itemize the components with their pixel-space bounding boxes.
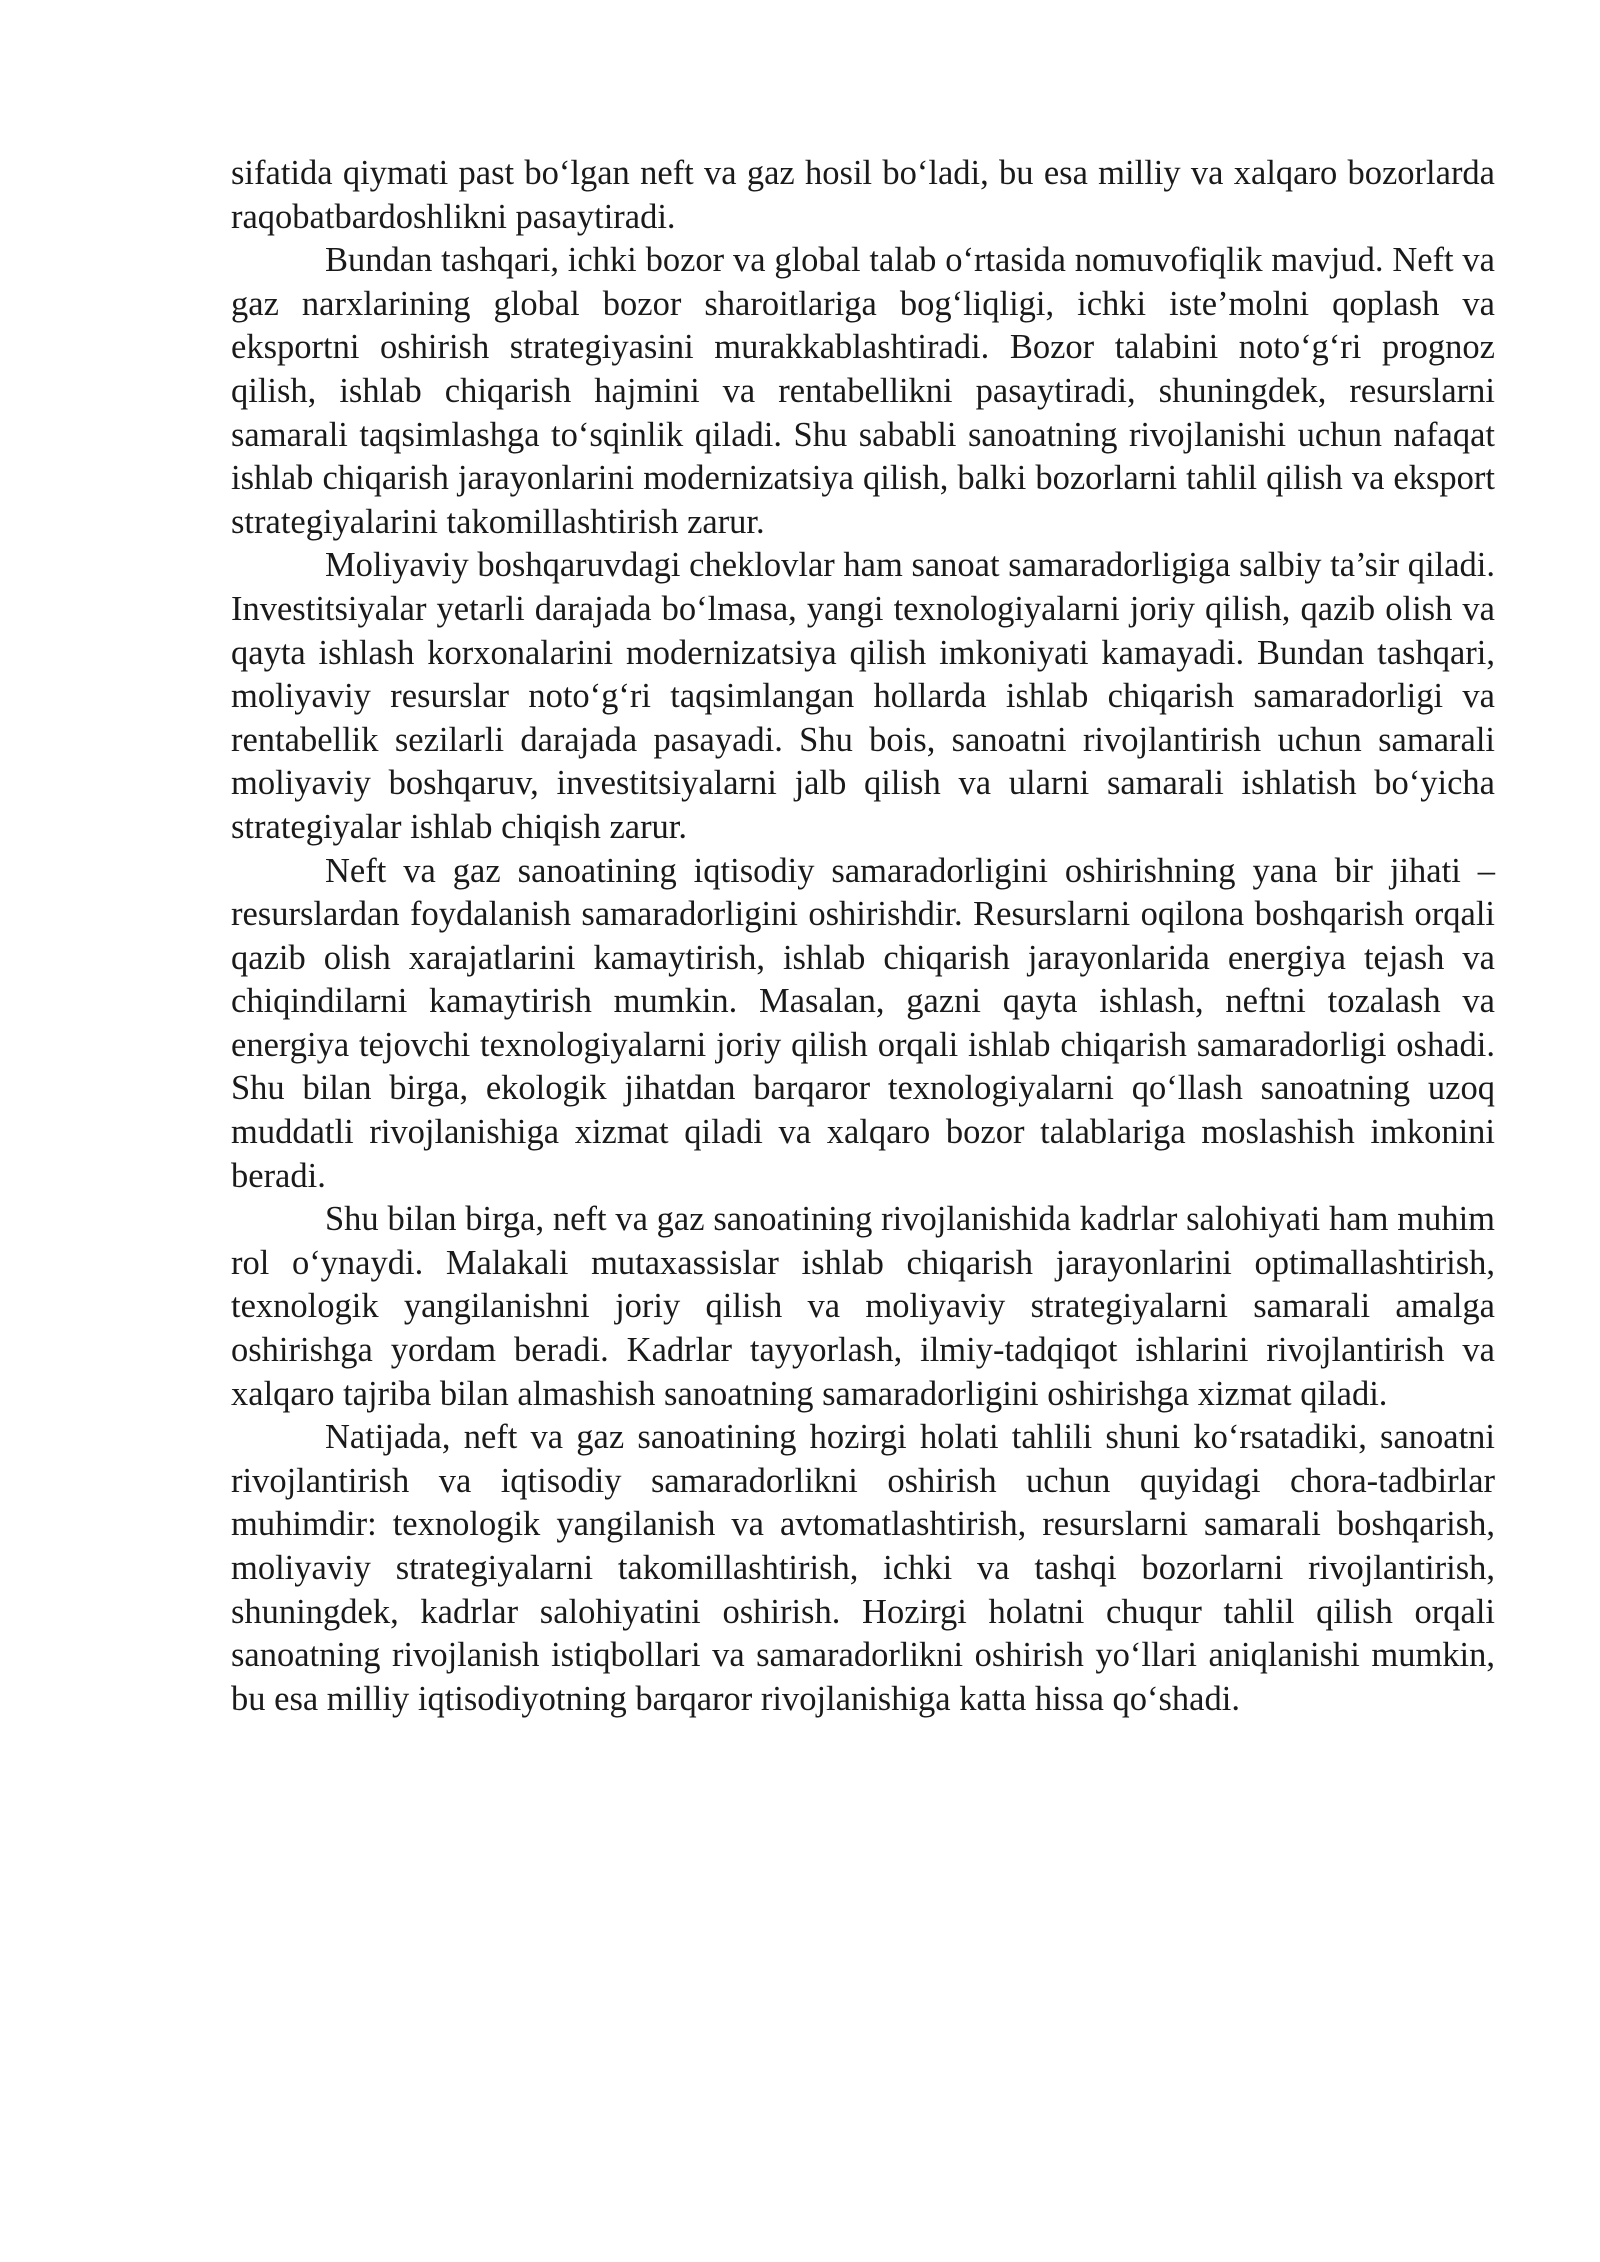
paragraph-market-mismatch: Bundan tashqari, ichki bozor va global talab o‘rtasida nomuvofiqlik mavjud. Neft va gaz narxlarining global bozor sharoitlariga bog‘liqligi, ichki iste’molni qoplash va eksportni oshirish strategiyasini murakkablashtiradi. Bozor talabini noto‘g‘ri prognoz qilish, ishlab chiqarish hajmini va rentabellikni pasaytiradi, shuningdek, resurslarni samarali taqsimlashga to‘sqinlik qiladi. Shu sababli sanoatning rivojlanishi uchun nafaqat ishlab chiqarish jarayonlarini modernizatsiya qilish, balki bozorlarni tahlil qilish va eksport strategiyalarini takomillashtirish zarur. bbox=[231, 241, 1495, 541]
paragraph-continuation: sifatida qiymati past bo‘lgan neft va gaz hosil bo‘ladi, bu esa milliy va xalqaro bozorlarda raqobatbardoshlikni pasaytiradi. bbox=[231, 154, 1495, 236]
body-text bbox=[231, 152, 1495, 1721]
paragraph-resource-efficiency: Neft va gaz sanoatining iqtisodiy samaradorligini oshirishning yana bir jihati – resurslardan foydalanish samaradorligini oshirishdir. Resurslarni oqilona boshqarish orqali qazib olish xarajatlarini kamaytirish, ishlab chiqarish jarayonlarida energiya tejash va chiqindilarni kamaytirish mumkin. Masalan, gazni qayta ishlash, neftni tozalash va energiya tejovchi texnologiyalarni joriy qilish orqali ishlab chiqarish samaradorligi oshadi. Shu bilan birga, ekologik jihatdan barqaror texnologiyalarni qo‘llash sanoatning uzoq muddatli rivojlanishiga xizmat qiladi va xalqaro bozor talablariga moslashish imkonini beradi. bbox=[231, 851, 1495, 1195]
paragraph-financial-management: Moliyaviy boshqaruvdagi cheklovlar ham sanoat samaradorligiga salbiy ta’sir qiladi. Investitsiyalar yetarli darajada bo‘lmasa, yangi texnologiyalarni joriy qilish, qazib olish va qayta ishlash korxonalarini modernizatsiya qilish imkoniyati kamayadi. Bundan tashqari, moliyaviy resurslar noto‘g‘ri taqsimlangan hollarda ishlab chiqarish samaradorligi va rentabellik sezilarli darajada pasayadi. Shu bois, sanoatni rivojlantirish uchun samarali moliyaviy boshqaruv, investitsiyalarni jalb qilish va ularni samarali ishlatish bo‘yicha strategiyalar ishlab chiqish zarur. bbox=[231, 546, 1495, 846]
paragraph-human-resources: Shu bilan birga, neft va gaz sanoatining rivojlanishida kadrlar salohiyati ham muhim rol o‘ynaydi. Malakali mutaxassislar ishlab chiqarish jarayonlarini optimallashtirish, texnologik yangilanishni joriy qilish va moliyaviy strategiyalarni samarali amalga oshirishga yordam beradi. Kadrlar tayyorlash, ilmiy-tadqiqot ishlarini rivojlantirish va xalqaro tajriba bilan almashish sanoatning samaradorligini oshirishga xizmat qiladi. bbox=[231, 1200, 1495, 1413]
paragraph-conclusion: Natijada, neft va gaz sanoatining hozirgi holati tahlili shuni ko‘rsatadiki, sanoatni rivojlantirish va iqtisodiy samaradorlikni oshirish uchun quyidagi chora-tadbirlar muhimdir: texnologik yangilanish va avtomatlashtirish, resurslarni samarali boshqarish, moliyaviy strategiyalarni takomillashtirish, ichki va tashqi bozorlarni rivojlantirish, shuningdek, kadrlar salohiyatini oshirish. Hozirgi holatni chuqur tahlil qilish orqali sanoatning rivojlanish istiqbollari va samaradorlikni oshirish yo‘llari aniqlanishi mumkin, bu esa milliy iqtisodiyotning barqaror rivojlanishiga katta hissa qo‘shadi. bbox=[231, 1418, 1495, 1718]
